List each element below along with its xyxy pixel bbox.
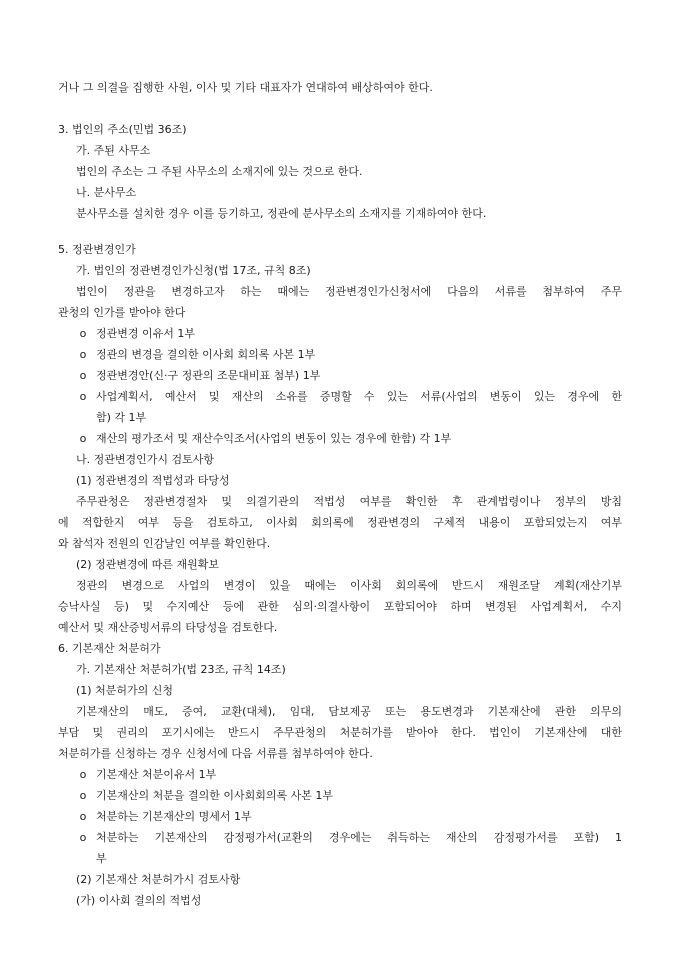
text-line: 주무관청은 정관변경절차 및 의결기관의 적법성 여부를 확인한 후 관계법령이나 정부의 방침 (76, 495, 622, 508)
text-line: 승낙사실 등) 및 수지예산 등에 관한 심의·의결사항이 포함되어야 하며 변경된 사업계획서, 수지 (58, 600, 622, 613)
list-item-continuation: 함) 각 1부 (96, 411, 147, 424)
bullet-icon: o (79, 789, 87, 802)
subsection-heading: 가. 기본재산 처분허가(법 23조, 규칙 14조) (76, 663, 286, 676)
list-item: 재산의 평가조서 및 재산수익조서(사업의 변동이 있는 경우에 한함) 각 1부 (96, 432, 452, 445)
text-line: 법인의 주소는 그 주된 사무소의 소재지에 있는 것으로 한다. (76, 165, 363, 178)
list-item-continuation: 부 (96, 852, 107, 865)
bullet-icon: o (79, 390, 87, 403)
subsection-heading: 나. 분사무소 (76, 186, 137, 199)
item-heading: (2) 정관변경에 따른 재원확보 (76, 558, 219, 571)
section-heading: 5. 정관변경인가 (58, 243, 136, 256)
item-heading: (가) 이사회 결의의 적법성 (76, 894, 202, 907)
bullet-icon: o (79, 831, 87, 844)
text-line: 예산서 및 재산증빙서류의 타당성을 검토한다. (58, 621, 278, 634)
item-heading: (2) 기본재산 처분허가시 검토사항 (76, 873, 241, 886)
text-line: 거나 그 의결을 집행한 사원, 이사 및 기타 대표자가 연대하여 배상하여야 한다. (58, 81, 433, 94)
text-line: 기본재산의 매도, 증여, 교환(대체), 임대, 담보제공 또는 용도변경과 기본재산에 관한 의무의 (76, 705, 622, 718)
text-line: 정관의 변경으로 사업의 변경이 있을 때에는 이사회 회의록에 반드시 재원조달 계획(재산기부 (76, 579, 622, 592)
bullet-icon: o (79, 348, 87, 361)
section-heading: 3. 법인의 주소(민법 36조) (58, 123, 187, 136)
text-line: 에 적합한지 여부 등을 검토하고, 이사회 회의록에 정관변경의 구체적 내용이 포함되었는지 여부 (58, 516, 622, 529)
bullet-icon: o (79, 432, 87, 445)
subsection-heading: 가. 법인의 정관변경인가신청(법 17조, 규칙 8조) (76, 264, 311, 277)
bullet-icon: o (79, 327, 87, 340)
list-item: 정관의 변경을 결의한 이사회 회의록 사본 1부 (96, 348, 316, 361)
section-heading: 6. 기본재산 처분허가 (58, 642, 161, 655)
text-line: 법인이 정관을 변경하고자 하는 때에는 정관변경인가신청서에 다음의 서류를 첨부하여 주무 (76, 285, 622, 298)
text-line: 와 참석자 전원의 인감날인 여부를 확인한다. (58, 537, 271, 550)
text-line: 부담 및 권리의 포기시에는 반드시 주무관청의 처분허가를 받아야 한다. 법인이 기본재산에 대한 (58, 726, 622, 739)
bullet-icon: o (79, 768, 87, 781)
list-item: 처분하는 기본재산의 감정평가서(교환의 경우에는 취득하는 재산의 감정평가서를 포함) 1 (96, 831, 622, 844)
text-line: 관청의 인가를 받아야 한다 (58, 306, 186, 319)
text-line: 처분허가를 신청하는 경우 신청서에 다음 서류를 첨부하여야 한다. (58, 747, 373, 760)
list-item: 정관변경안(신·구 정관의 조문대비표 첨부) 1부 (96, 369, 321, 382)
list-item: 정관변경 이유서 1부 (96, 327, 195, 340)
subsection-heading: 나. 정관변경인가시 검토사항 (76, 453, 215, 466)
item-heading: (1) 정관변경의 적법성과 타당성 (76, 474, 230, 487)
list-item: 사업계획서, 예산서 및 재산의 소유를 증명할 수 있는 서류(사업의 변동이 있는 경우에 한 (96, 390, 622, 403)
subsection-heading: 가. 주된 사무소 (76, 144, 151, 157)
bullet-icon: o (79, 810, 87, 823)
text-line: 분사무소를 설치한 경우 이를 등기하고, 정관에 분사무소의 소재지를 기재하여야 한다. (76, 207, 487, 220)
item-heading: (1) 처분허가의 신청 (76, 684, 173, 697)
list-item: 기본재산의 처분을 결의한 이사회회의록 사본 1부 (96, 789, 333, 802)
list-item: 기본재산 처분이유서 1부 (96, 768, 217, 781)
bullet-icon: o (79, 369, 87, 382)
list-item: 처분하는 기본재산의 명세서 1부 (96, 810, 252, 823)
